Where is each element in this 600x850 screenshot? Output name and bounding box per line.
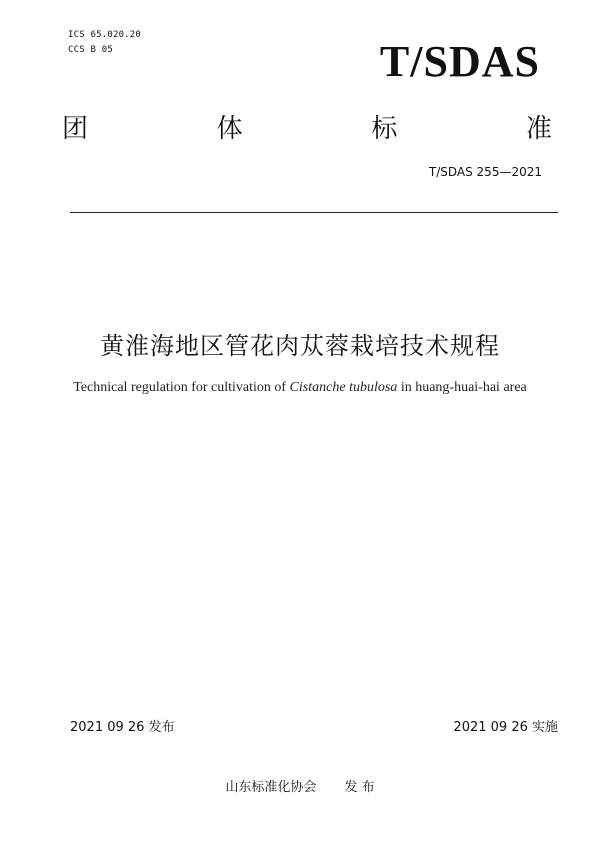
title-english	[0, 380, 600, 396]
implementation-date: 2021 09 26 实施	[453, 720, 558, 735]
release-date: 2021 09 26 发布	[70, 720, 175, 735]
publisher-name: 山东标准化协会	[225, 780, 317, 795]
standard-number: T/SDAS 255—2021	[428, 165, 542, 179]
title-chinese: 黄淮海地区管花肉苁蓉栽培技术规程	[100, 332, 500, 360]
standard-category	[62, 115, 552, 144]
ics-code: ICS 65.020.20	[68, 30, 142, 40]
ccs-code: CCS B 05	[68, 45, 113, 55]
title-english-part: Technical regulation for cultivation of	[73, 380, 287, 395]
organization-code: T/SDAS	[379, 37, 540, 86]
publisher-action: 发 布	[344, 780, 375, 795]
title-english-part: in huang-huai-hai area	[400, 380, 527, 395]
category-char: 体	[216, 114, 243, 144]
species-name: Cistanche tubulosa	[289, 380, 398, 395]
category-char: 团	[62, 114, 89, 144]
header-divider	[70, 212, 558, 213]
publisher	[0, 776, 600, 795]
category-char: 准	[525, 114, 552, 144]
category-char: 标	[371, 114, 398, 144]
